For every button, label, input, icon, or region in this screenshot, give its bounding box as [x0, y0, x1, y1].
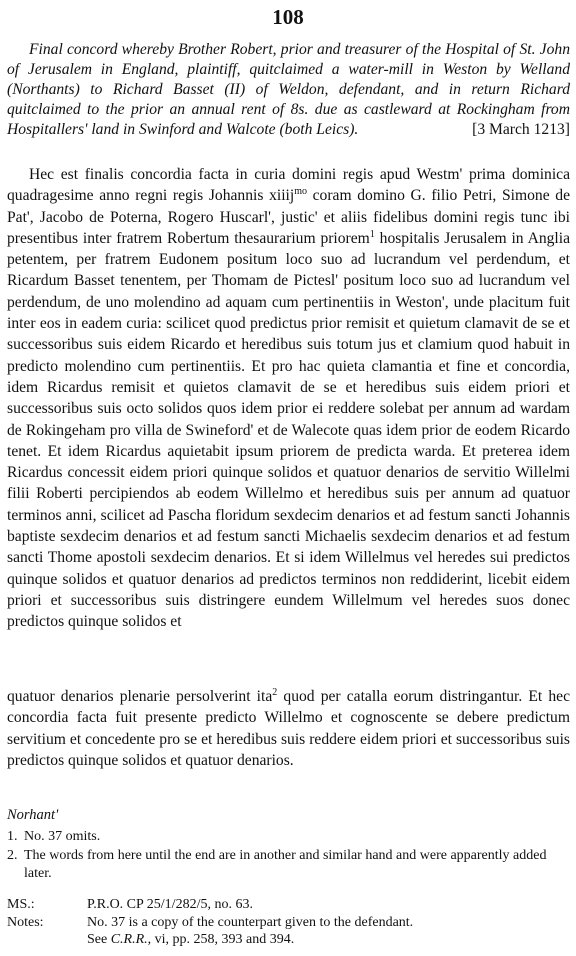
footnote-ref-1: 1: [369, 228, 375, 240]
ms-row: [7, 896, 570, 914]
footnote-text: No. 37 omits.: [24, 829, 101, 844]
notes-line-1: No. 37 is a copy of the counterpart given to the defendant.: [87, 914, 414, 930]
footnote-number: 1.: [7, 829, 18, 844]
place-label: Norhant': [7, 807, 59, 823]
ordinal-superscript: mo: [294, 186, 307, 198]
footnote-item: [7, 847, 570, 883]
footnote-ref-2: 2: [272, 687, 278, 698]
document-date: [3 March 1213]: [472, 121, 570, 138]
manuscript-meta: [7, 896, 570, 949]
notes-line-2-reference: C.R.R.: [110, 932, 148, 947]
notes-line-2-suffix: , vi, pp. 258, 393 and 394.: [147, 932, 295, 947]
footnote-list: [7, 828, 570, 884]
latin-text-segment: quod per catalla eorum distringantur. Et hec concordia facta fuit presente predicto Willelmo et cognoscente se debere predictum servitium et concedente pro se et heredibus suis reddere eidem priori et successoribus suis predictos quinque solidos et quatuor denarios.: [7, 688, 570, 769]
latin-text-segment: coram domino G. filio Petri, Simone de Pat', Jacobo de Poterna, Rogero Huscarl', justic' et aliis fidelibus domini regis tunc ibi presentibus inter fratrem Robertum thesaurarium priorem: [7, 187, 570, 247]
footnote-number: 2.: [7, 848, 18, 863]
notes-line-2-prefix: See: [87, 932, 111, 947]
notes-row: [7, 914, 570, 949]
notes-value: [87, 914, 570, 949]
footnote-item: [7, 828, 570, 846]
document-summary: [7, 40, 570, 140]
latin-text-main: [7, 164, 570, 633]
notes-label: Notes:: [7, 914, 44, 930]
latin-text-segment: hospitalis Jerusalem in Anglia petentem, per fratrem Eudonem positum loco suo ad lucrandum vel perdendum, et Ricardum Basset tenentem, per Thomam de Pictesl' positum loco suo ad lucrandum vel perdendum, de uno molendino ad aquam cum pertinentiis in Weston', unde placitum fuit inter eos in eadem curia: scilicet quod predictus prior remisit et quietum clamavit de se et successoribus suis eidem Ricardo et heredibus suis totum jus et clamium quod habuit in predicto molendino cum pertinentiis. Et pro hac quieta clamantia et fine et concordia, idem Ricardus remisit et quietos clamavit de se et heredibus suis eidem priori et successoribus suis octo solidos quos idem prior ei reddere solebat per annum ad wardam de Rokingeham pro villa de Swineford' et de Walecote quas idem prior de eodem Ricardo tenet. Et idem Ricardus aquietabit ipsum priorem de predicta warda. Et preterea idem Ricardus concessit eidem priori quinque solidos et quatuor denarios de servitio Willelmi filii Roberti percipiendos ab eodem Willelmo et heredibus suis per annum ad quatuor terminos anni, scilicet ad Pascha floridum sexdecim denarios et ad festum sancti Johannis baptiste sexdecim denarios et ad festum sancti Michaelis sexdecim denarios et ad festum sancti Thome apostoli sexdecim denarios. Et si idem Willelmus vel heredes sui predictos quinque solidos et quatuor denarios ad predictos terminos non reddiderint, licebit eidem priori et successoribus suis distringere eundem Willelmum vel heredes suos donec predictos quinque solidos et: [7, 229, 571, 631]
latin-text-continuation: [7, 686, 570, 771]
ms-label: MS.:: [7, 897, 35, 912]
latin-text-segment: Hec est finalis concordia facta in curia domini regis apud Westm' prima dominica quadragesime anno regni regis Johannis xiiij: [7, 166, 570, 205]
summary-text: Final concord whereby Brother Robert, prior and treasurer of the Hospital of St. John of Jerusalem in England, plaintiff, quitclaimed a water-mill in Weston by Welland (Northants) to Richard Basset (II) of Weldon, defendant, and in return Richard quitclaimed to the prior an annual rent of 8s. due as castleward at Rockingham from Hospitallers' land in Swinford and Walcote (both Leics).: [7, 41, 570, 138]
footnote-text: The words from here until the end are in another and similar hand and were apparently added later.: [24, 848, 547, 881]
latin-text-segment: quatuor denarios plenarie persolverint ita: [7, 688, 273, 705]
page-number: 108: [272, 5, 304, 29]
ms-value: P.R.O. CP 25/1/282/5, no. 63.: [87, 897, 253, 912]
